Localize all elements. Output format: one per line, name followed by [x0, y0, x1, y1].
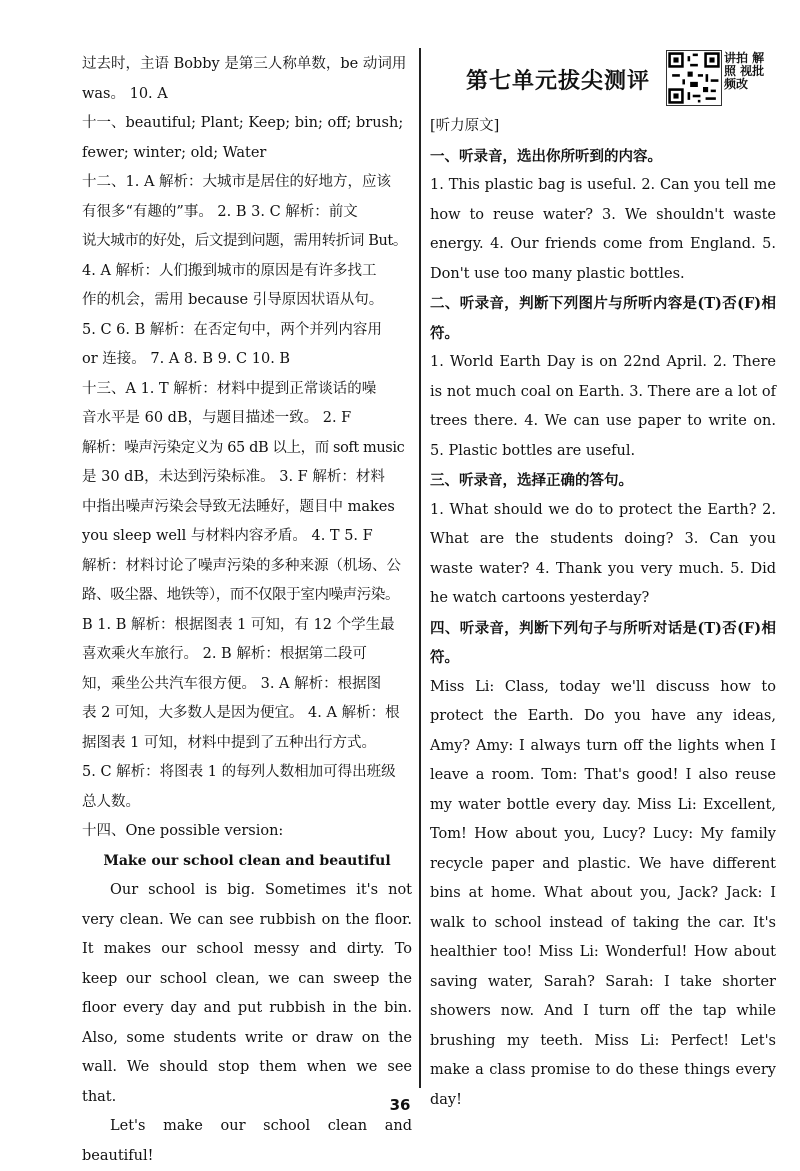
- answer-line: 说大城市的好处，后文提到问题，需用转折词 But。: [82, 233, 407, 249]
- essay-paragraph: Let's make our school clean and beautiful!: [82, 1118, 412, 1164]
- answer-line: 解析：噪声污染定义为 65 dB 以上，而 soft music: [82, 439, 405, 456]
- answer-line: 十四、One possible version:: [82, 823, 284, 839]
- answer-line: B 1. B 解析：根据图表 1 可知，有 12 个学生最: [82, 616, 395, 633]
- qr-caption: 讲拍 解照 视批 频改: [724, 51, 765, 91]
- page-number: 36: [389, 1096, 411, 1114]
- section-body: Miss Li: Class, today we'll discuss how to protect the Earth. Do you have any ideas, Amy? Amy: I always turn off the lights when I leave a room. Tom: That's good! I also reuse my water bottle every day. Miss Li: Excellent, Tom! How about you, Lucy? Lucy: My family recycle paper and plastic. We have different bins at home. What about you, Jack? Jack: I walk to school instead of taking the car. It's healthier too! Miss Li: Wonderful! How about saving water, Sarah? Sarah: I take shorter showers now. And I turn off the tap while brushing my teeth. Miss Li: Perfect! Let's make a class promise to do these things every day!: [430, 678, 776, 1108]
- answer-line: 总人数。: [82, 793, 140, 810]
- section-heading: 一、听录音，选出你所听到的内容。: [430, 147, 662, 165]
- answer-line: 作的机会，需用 because 引导原因状语从句。: [82, 292, 384, 308]
- answer-line: 音水平是 60 dB，与题目描述一致。 2. F: [82, 410, 352, 426]
- answer-line: was。 10. A: [82, 85, 168, 102]
- answer-line: 5. C 6. B 解析：在否定句中，两个并列内容用: [82, 321, 382, 338]
- section-heading: 二、听录音，判断下列图片与所听内容是(T)否(F)相符。: [430, 295, 776, 342]
- answer-line: 路、吸尘器、地铁等），而不仅限于室内噪声污染。: [82, 587, 400, 603]
- answer-line: 表 2 可知，大多数人是因为便宜。 4. A 解析：根: [82, 705, 400, 721]
- answer-line: 十三、A 1. T 解析：材料中提到正常谈话的噪: [82, 380, 377, 397]
- answer-line: 5. C 解析：将图表 1 的每列人数相加可得出班级: [82, 764, 396, 780]
- left-column: [82, 50, 412, 1171]
- script-label: [听力原文]: [430, 118, 500, 134]
- column-divider: [419, 48, 421, 1088]
- section-body: 1. World Earth Day is on 22nd April. 2. There is not much coal on Earth. 3. There are a lot of trees there. 4. We can use paper to write on. 5. Plastic bottles are useful.: [430, 354, 776, 459]
- section-body: 1. What should we do to protect the Earth? 2. What are the students doing? 3. Can you waste water? 4. Thank you very much. 5. Did he watch cartoons yesterday?: [430, 501, 776, 606]
- answer-line: 中指出噪声污染会导致无法睡好，题目中 makes: [82, 498, 395, 515]
- answer-line: 是 30 dB，未达到污染标准。 3. F 解析：材料: [82, 469, 385, 485]
- right-column: [430, 50, 776, 1115]
- answer-line: 据图表 1 可知，材料中提到了五种出行方式。: [82, 734, 376, 751]
- answer-line: fewer; winter; old; Water: [82, 144, 267, 161]
- section-heading: 四、听录音，判断下列句子与所听对话是(T)否(F)相符。: [430, 619, 776, 666]
- answer-line: 过去时，主语 Bobby 是第三人称单数，be 动词用: [82, 56, 407, 72]
- essay-title: Make our school clean and beautiful: [103, 852, 391, 869]
- essay-paragraph: Our school is big. Sometimes it's not very clean. We can see rubbish on the floor. It makes our school messy and dirty. To keep our school clean, we can sweep the floor every day and put rubbish in the bin. Also, some students write or draw on the wall. We should stop them when we see that.: [82, 882, 412, 1105]
- section-body: 1. This plastic bag is useful. 2. Can you tell me how to reuse water? 3. We shouldn't waste energy. 4. Our friends come from England. 5. Don't use too many plastic bottles.: [430, 177, 776, 282]
- answer-line: or 连接。 7. A 8. B 9. C 10. B: [82, 351, 291, 367]
- answer-line: 十一、beautiful; Plant; Keep; bin; off; brush;: [82, 115, 404, 131]
- answer-line: you sleep well 与材料内容矛盾。 4. T 5. F: [82, 528, 373, 544]
- answer-line: 有很多“有趣的”事。 2. B 3. C 解析：前文: [82, 203, 358, 220]
- section-heading: 三、听录音，选择正确的答句。: [430, 472, 633, 489]
- answer-line: 解析：材料讨论了噪声污染的多种来源（机场、公: [82, 557, 401, 574]
- answer-line: 4. A 解析：人们搬到城市的原因是有许多找工: [82, 262, 377, 279]
- unit-title: 第七单元拔尖测评: [466, 69, 651, 94]
- qr-block: [666, 50, 776, 108]
- answer-line: 喜欢乘火车旅行。 2. B 解析：根据第二段可: [82, 646, 367, 662]
- qr-code-icon[interactable]: [666, 50, 722, 106]
- answer-line: 知，乘坐公共汽车很方便。 3. A 解析：根据图: [82, 675, 382, 692]
- answer-line: 十二、1. A 解析：大城市是居住的好地方，应该: [82, 174, 392, 190]
